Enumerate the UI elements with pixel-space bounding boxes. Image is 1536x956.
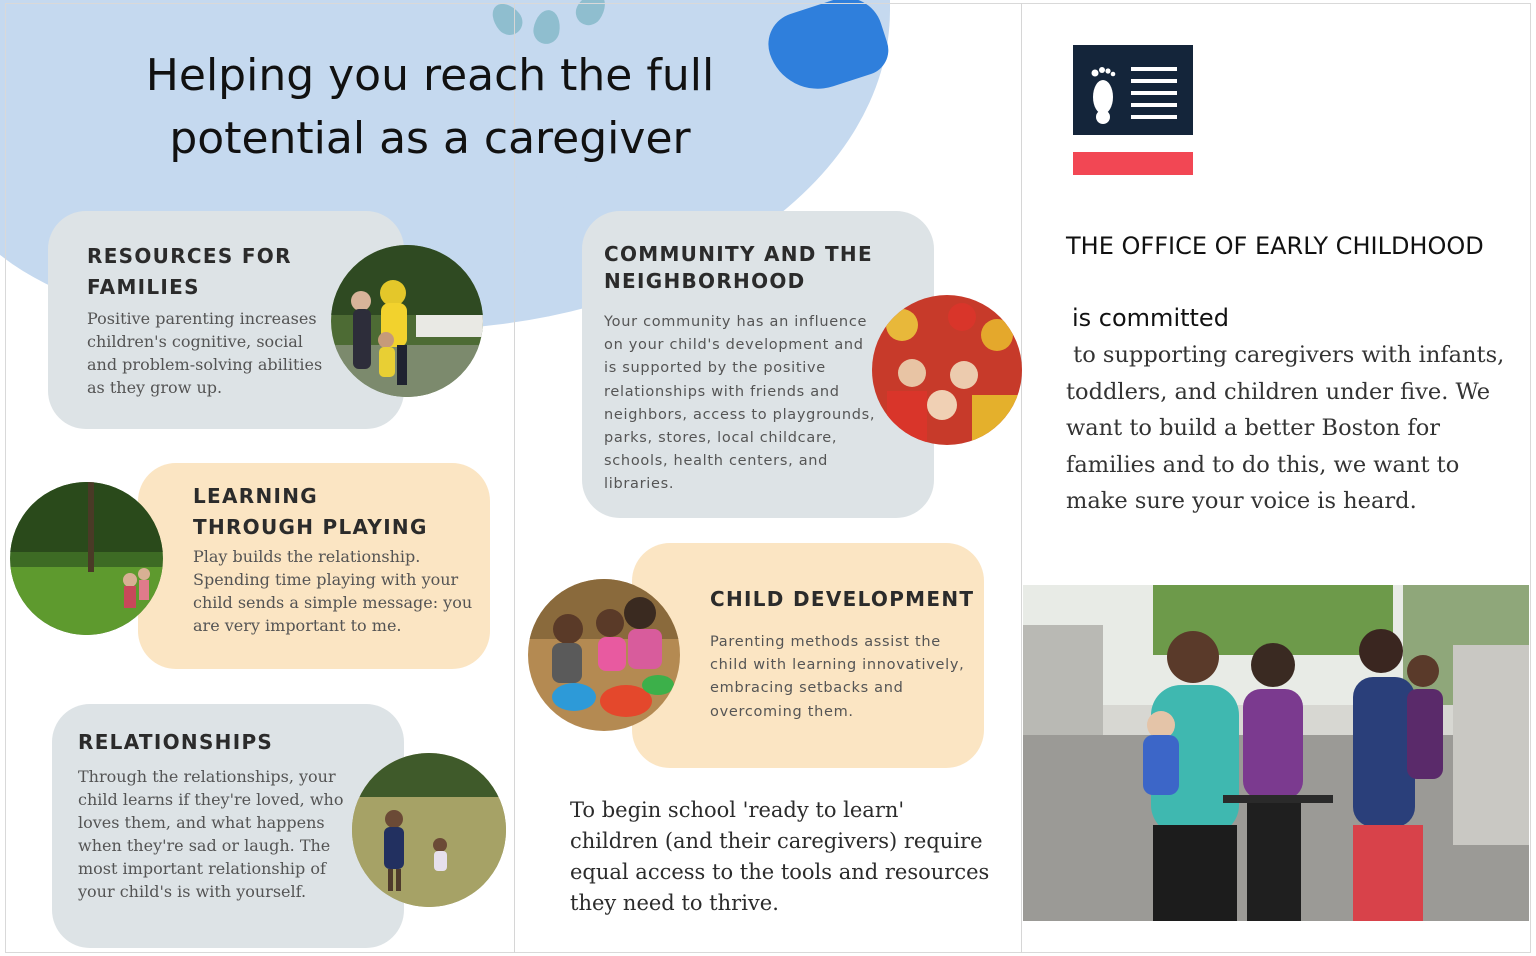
children-festival-photo [872, 295, 1022, 445]
development-card [632, 543, 984, 768]
office-committed: is committed [1072, 304, 1229, 332]
relationships-title: RELATIONSHIPS [78, 730, 274, 754]
office-mission-body: to supporting caregivers with infants, toddlers, and children under five. We want to build a better Boston for families and to do this, we want to make sure your voice is heard. [1066, 342, 1505, 514]
learning-body: Play builds the relationship. Spending time playing with your child sends a simple message: you are very important to me. [193, 547, 473, 635]
development-title: CHILD DEVELOPMENT [710, 587, 975, 611]
community-body: Your community has an influence on your child's development and is supported by the positive relationships with friends and neighbors, access to playgrounds, parks, stores, local childcare, schools, health centers, and libraries. [604, 314, 876, 493]
children-park-photo [10, 482, 163, 635]
caregivers-street-photo [1023, 585, 1529, 921]
development-body: Parenting methods assist the child with learning innovatively, embracing setbacks and overcoming them. [710, 634, 965, 720]
school-readiness-text: To begin school 'ready to learn' children (and their caregivers) require equal access to the tools and resources they need to thrive. [570, 798, 990, 915]
mother-child-park-photo [352, 753, 506, 907]
learning-title: LEARNING THROUGH PLAYING [193, 484, 428, 539]
community-title: COMMUNITY AND THE NEIGHBORHOOD [604, 242, 873, 293]
panel-divider-right [1021, 3, 1022, 953]
relationships-body: Through the relationships, your child learns if they're loved, who loves them, and what happens when they're sad or laugh. The most important relationship of your child's is with yourself. [78, 767, 344, 901]
resources-title: RESOURCES FOR FAMILIES [87, 244, 292, 299]
children-playing-photo [528, 579, 680, 731]
family-outdoor-photo [331, 245, 483, 397]
office-heading: THE OFFICE OF EARLY CHILDHOOD [1066, 232, 1484, 260]
logo-red-bar [1073, 152, 1193, 175]
resources-body: Positive parenting increases children's cognitive, social and problem-solving abilities as they grow up. [87, 309, 323, 397]
footprint-list-icon [1073, 45, 1193, 135]
page-headline: Helping you reach the full potential as a caregiver [145, 50, 715, 164]
office-mission-text [1066, 337, 1516, 520]
learning-card [138, 463, 490, 669]
office-logo [1073, 45, 1193, 135]
